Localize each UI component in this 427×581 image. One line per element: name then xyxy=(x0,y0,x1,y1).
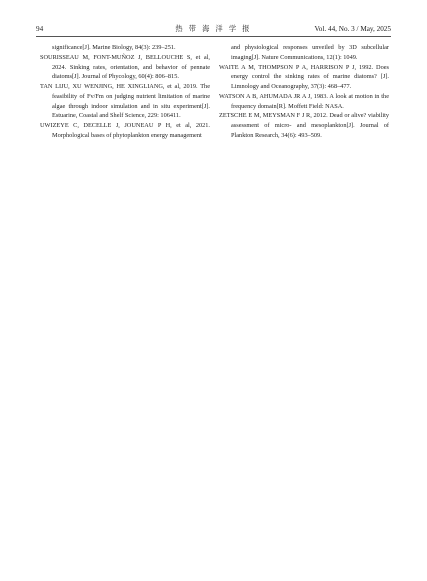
reference-entry: ZETSCHE E M, MEYSMAN F J R, 2012. Dead or alive? viability assessment of micro- and mesoplankton[J]. Journal of Plankton Research, 34(6): 493–509. xyxy=(219,112,389,139)
header-rule xyxy=(36,36,391,37)
volume-info: Vol. 44, No. 3 / May, 2025 xyxy=(314,25,391,33)
reference-entry: and physiological responses unveiled by 3D subcellular imaging[J]. Nature Communications, 12(1): 1049. xyxy=(231,44,389,61)
reference-entry: TAN LIJU, XU WENJING, HE XINGLIANG, et al, 2019. The feasibility of Fv/Fm on judging nutrient limitation of marine algae through indoor simulation and in situ experiment[J]. Estuarine, Coastal and Shelf Science, 229: 106411. xyxy=(40,83,210,120)
reference-column-right xyxy=(219,43,389,141)
reference-entry: WATSON A B, AHUMADA JR A J, 1983. A look at motion in the frequency domain[R]. Moffett Field: NASA. xyxy=(219,92,389,110)
reference-column-left xyxy=(40,43,210,141)
reference-entry: significance[J]. Marine Biology, 84(3): 239–251. xyxy=(52,44,176,51)
page-number: 94 xyxy=(36,25,44,33)
page-header xyxy=(36,23,391,35)
journal-name: 热 带 海 洋 学 报 xyxy=(175,25,252,33)
reference-entry: SOURISSEAU M, FONT-MUÑOZ J, BELLOUCHE S, et al, 2024. Sinking rates, orientation, and behavior of pennate diatoms[J]. Journal of Phycology, 60(4): 806–815. xyxy=(40,53,210,81)
reference-entry: WAITE A M, THOMPSON P A, HARRISON P J, 1992. Does energy control the sinking rates of marine diatoms? [J]. Limnology and Oceanography, 37(3): 468–477. xyxy=(219,63,389,90)
reference-entry: UWIZEYE C, DECELLE J, JOUNEAU P H, et al, 2021. Morphological bases of phytoplankton energy management xyxy=(40,122,210,139)
